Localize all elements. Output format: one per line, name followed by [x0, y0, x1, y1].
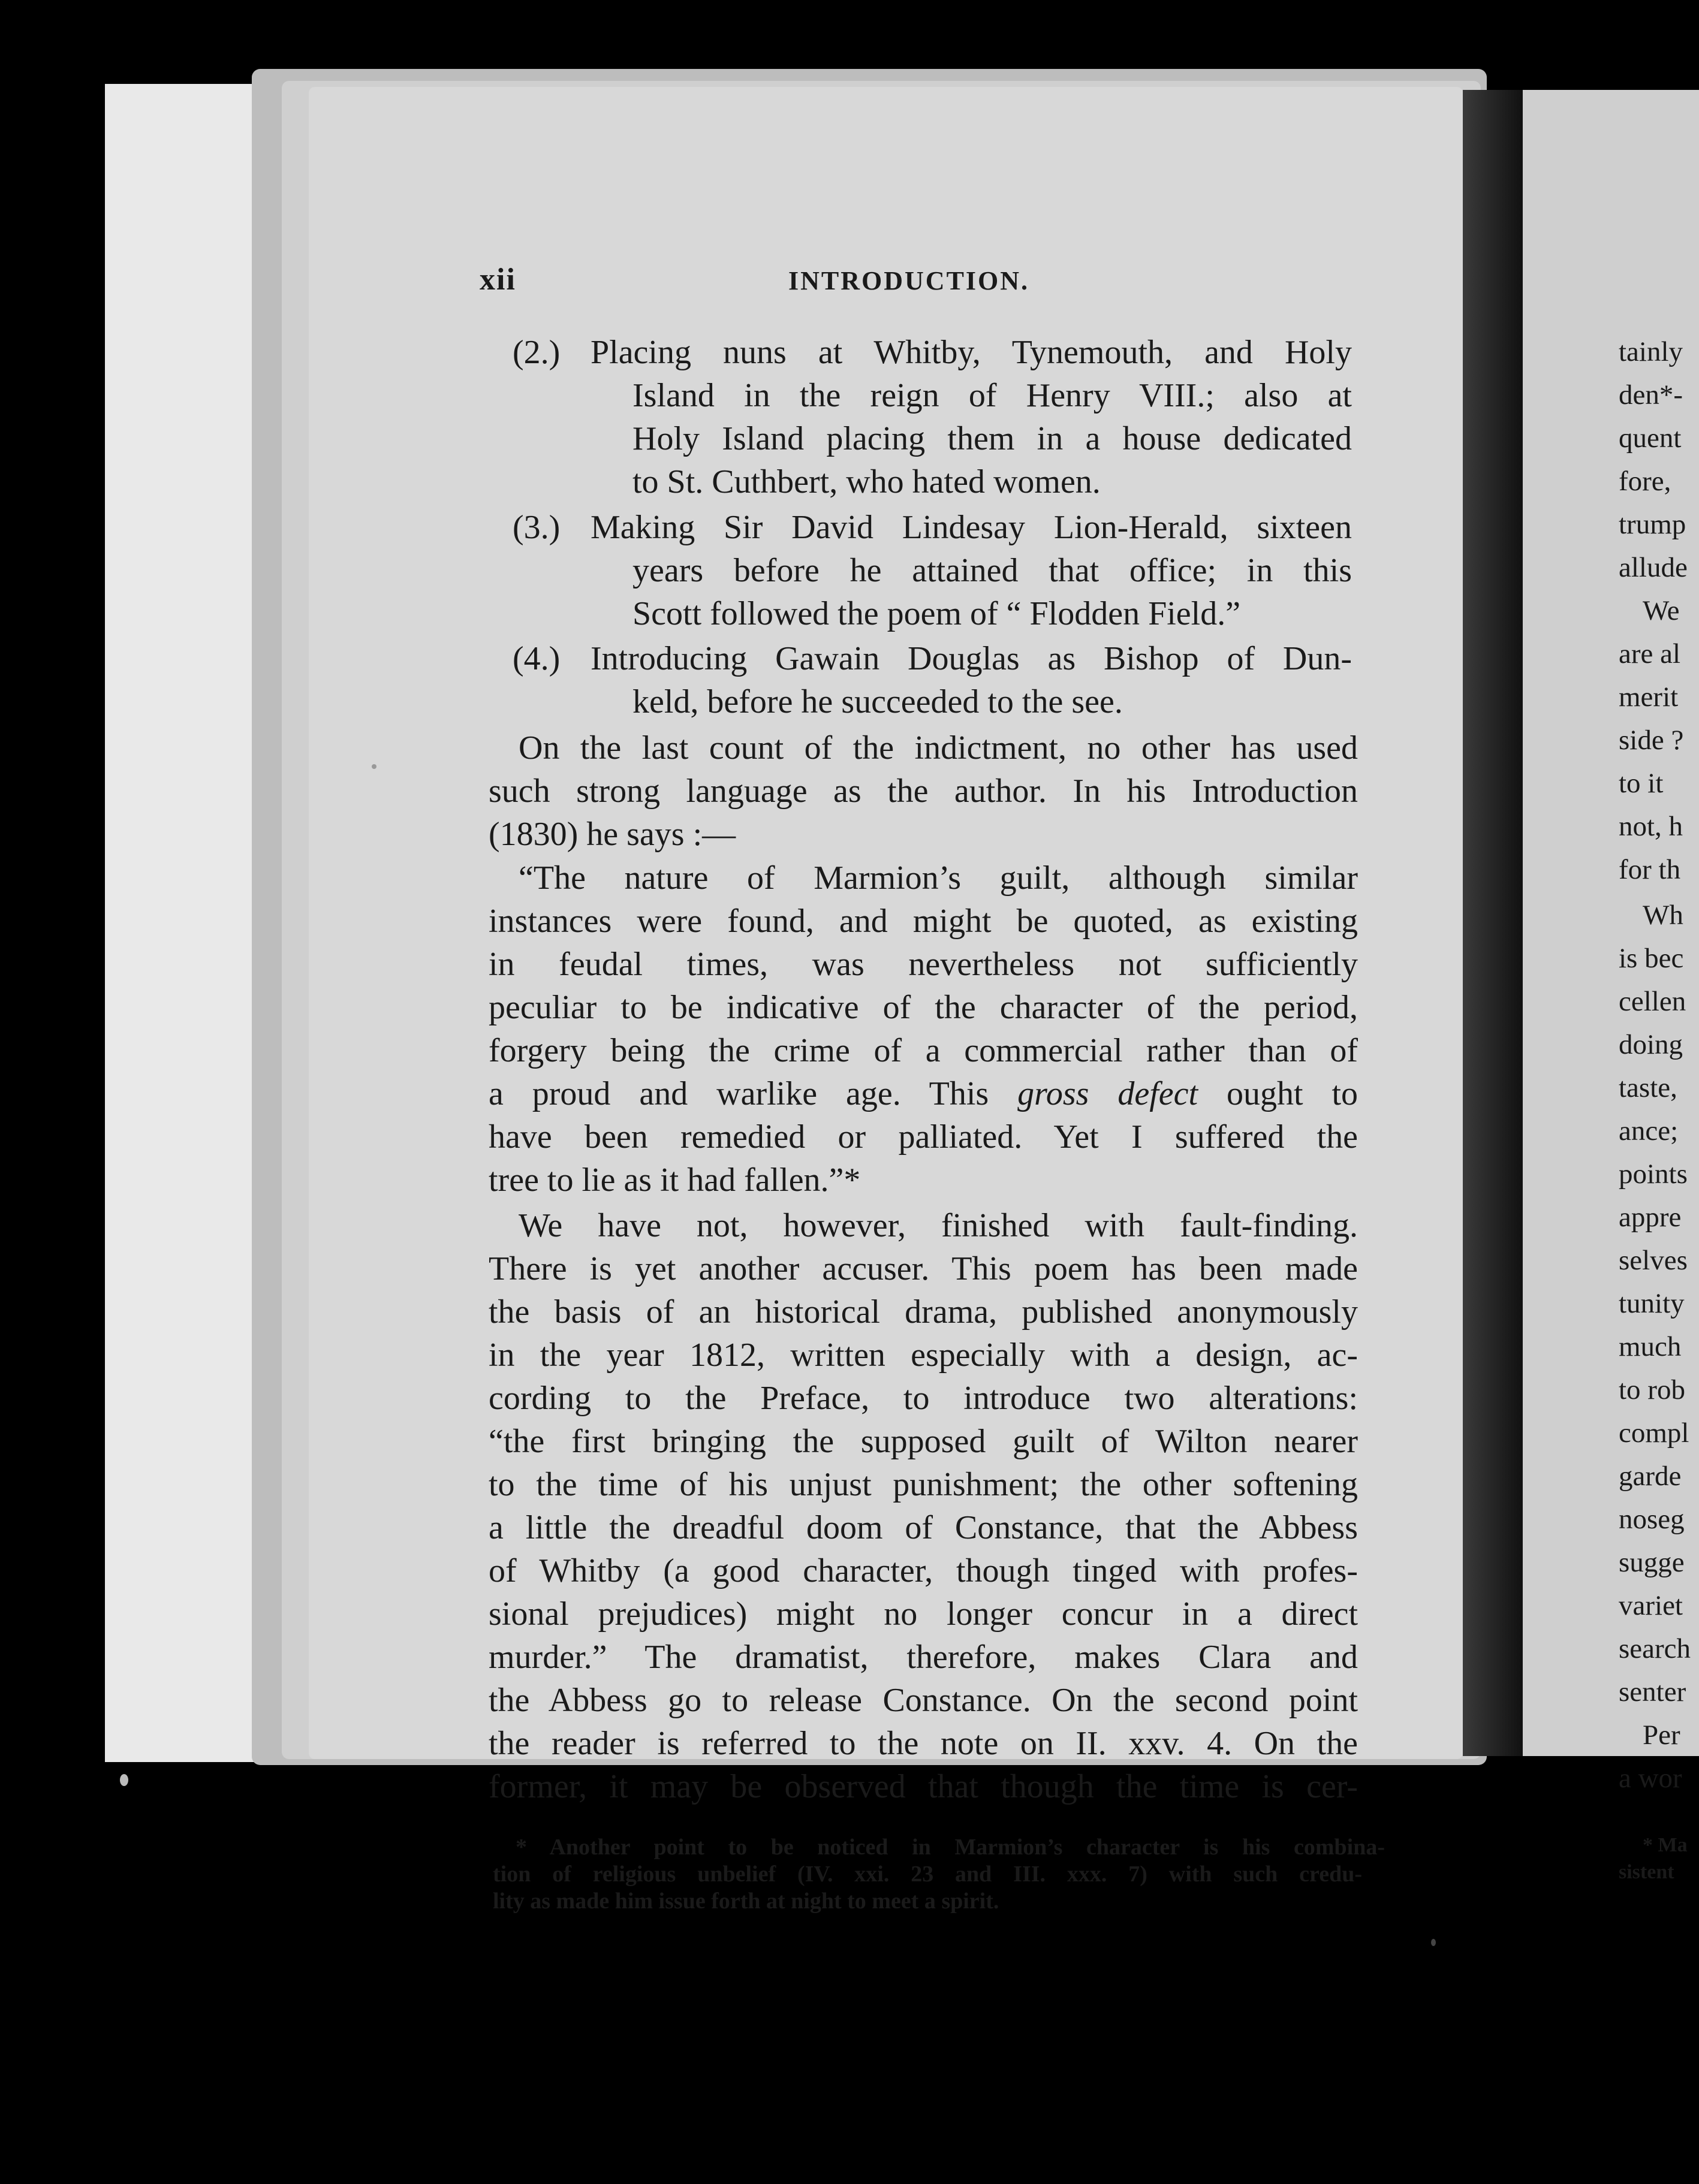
facing-page-line: garde: [1619, 1461, 1682, 1492]
facing-page-line: a wor: [1619, 1763, 1682, 1794]
quote-line: peculiar to be indicative of the character of the period,: [489, 989, 1358, 1026]
facing-page-line: Wh: [1643, 900, 1683, 931]
book-gutter: [1463, 90, 1523, 1756]
facing-page-footnote: * Ma: [1643, 1834, 1688, 1856]
paragraph-line: such strong language as the author. In his Introduction: [489, 773, 1358, 810]
facing-page-line: to it: [1619, 768, 1664, 799]
list-item-line: years before he attained that office; in this: [632, 552, 1352, 589]
list-item-line: to St. Cuthbert, who hated women.: [632, 463, 1101, 500]
facing-page-line: ance;: [1619, 1115, 1679, 1147]
paragraph-line: We have not, however, finished with fault-finding.: [519, 1207, 1358, 1244]
list-item-line: keld, before he succeeded to the see.: [632, 683, 1123, 720]
quote-line: forgery being the crime of a commercial rather than of: [489, 1032, 1358, 1069]
paragraph-line: On the last count of the indictment, no other has used: [519, 729, 1358, 767]
facing-page-line: tainly: [1619, 336, 1683, 367]
facing-page-line: not, h: [1619, 811, 1683, 842]
facing-page-line: merit: [1619, 681, 1679, 713]
facing-page-line: trump: [1619, 509, 1686, 540]
paper-speck: [120, 1774, 128, 1786]
facing-page-line: to rob: [1619, 1374, 1685, 1405]
facing-page-line: doing: [1619, 1029, 1683, 1060]
facing-page-line: points: [1619, 1159, 1688, 1190]
facing-page-line: search: [1619, 1633, 1691, 1664]
paper-speck: [372, 764, 376, 769]
list-item-line: Holy Island placing them in a house dedicated: [632, 420, 1352, 457]
quote-line: “The nature of Marmion’s guilt, although similar: [519, 859, 1358, 897]
paragraph-line: cording to the Preface, to introduce two alterations:: [489, 1380, 1358, 1417]
facing-page-line: tunity: [1619, 1288, 1685, 1319]
list-item-number: (4.): [513, 640, 561, 677]
facing-page-line: appre: [1619, 1202, 1682, 1233]
paragraph-line: the reader is referred to the note on II. xxv. 4. On the: [489, 1725, 1358, 1762]
paragraph-line: former, it may be observed that though the time is cer-: [489, 1768, 1358, 1805]
facing-page-line: are al: [1619, 638, 1681, 669]
paragraph-line: There is yet another accuser. This poem has been made: [489, 1250, 1358, 1287]
facing-page-line: cellen: [1619, 986, 1686, 1017]
facing-page-line: variet: [1619, 1590, 1683, 1621]
running-head: INTRODUCTION.: [788, 266, 1030, 295]
facing-page-line: quent: [1619, 423, 1682, 454]
paragraph-line: (1830) he says :—: [489, 816, 736, 853]
paragraph-line: the Abbess go to release Constance. On the second point: [489, 1682, 1358, 1719]
paragraph-line: “the first bringing the supposed guilt of Wilton nearer: [489, 1423, 1358, 1460]
paragraph-line: murder.” The dramatist, therefore, makes Clara and: [489, 1639, 1358, 1676]
facing-page-line: allude: [1619, 552, 1688, 583]
footnote-line: * Another point to be noticed in Marmion’s character is his combina-: [516, 1835, 1385, 1860]
list-item-number: (3.): [513, 509, 561, 546]
list-item-line: Making Sir David Lindesay Lion-Herald, sixteen: [591, 509, 1352, 546]
facing-page-line: selves: [1619, 1245, 1688, 1276]
footnote-line: tion of religious unbelief (IV. xxi. 23 and III. xxx. 7) with such credu-: [493, 1862, 1362, 1887]
facing-page-line: compl: [1619, 1417, 1689, 1449]
facing-page-line: We: [1643, 595, 1680, 626]
facing-page-line: for th: [1619, 854, 1681, 885]
facing-page-line: den*-: [1619, 379, 1683, 411]
paragraph-line: to the time of his unjust punishment; the other softening: [489, 1466, 1358, 1503]
facing-page-line: much: [1619, 1331, 1682, 1362]
list-item-line: Scott followed the poem of “ Flodden Field.”: [632, 595, 1241, 632]
footnote-line: lity as made him issue forth at night to meet a spirit.: [493, 1889, 999, 1914]
facing-page-line: is bec: [1619, 943, 1684, 974]
quote-italic-text: gross defect: [1017, 1075, 1198, 1112]
page-number: xii: [480, 263, 516, 297]
facing-page-line: Per: [1643, 1720, 1680, 1751]
paragraph-line: sional prejudices) might no longer concur in a direct: [489, 1595, 1358, 1633]
quote-line: [489, 1074, 1358, 1114]
facing-page: [1523, 90, 1699, 1883]
facing-page-footnote: sistent: [1619, 1861, 1674, 1883]
paragraph-line: the basis of an historical drama, published anonymously: [489, 1293, 1358, 1331]
quote-text: ought to: [1198, 1075, 1358, 1112]
paragraph-line: in the year 1812, written especially with a design, ac-: [489, 1337, 1358, 1374]
facing-page-line: sugge: [1619, 1547, 1685, 1578]
list-item-line: Introducing Gawain Douglas as Bishop of Dun-: [591, 640, 1352, 677]
list-item-line: Placing nuns at Whitby, Tynemouth, and Holy: [591, 334, 1352, 371]
paragraph-line: a little the dreadful doom of Constance, that the Abbess: [489, 1509, 1358, 1546]
paragraph-line: of Whitby (a good character, though tinged with profes-: [489, 1552, 1358, 1589]
facing-page-line: side ?: [1619, 725, 1684, 756]
facing-page-line: fore,: [1619, 466, 1671, 497]
quote-line: tree to lie as it had fallen.”*: [489, 1162, 861, 1199]
quote-line: in feudal times, was nevertheless not sufficiently: [489, 946, 1358, 983]
quote-line: have been remedied or palliated. Yet I suffered the: [489, 1118, 1358, 1156]
list-item-line: Island in the reign of Henry VIII.; also at: [632, 377, 1352, 414]
facing-page-line: taste,: [1619, 1072, 1677, 1103]
list-item-number: (2.): [513, 334, 561, 371]
quote-text: a proud and warlike age. This: [489, 1075, 1018, 1112]
quote-line: instances were found, and might be quoted, as existing: [489, 903, 1358, 940]
facing-page-line: senter: [1619, 1676, 1686, 1708]
paper-speck: [1431, 1939, 1436, 1946]
facing-page-line: noseg: [1619, 1504, 1685, 1535]
